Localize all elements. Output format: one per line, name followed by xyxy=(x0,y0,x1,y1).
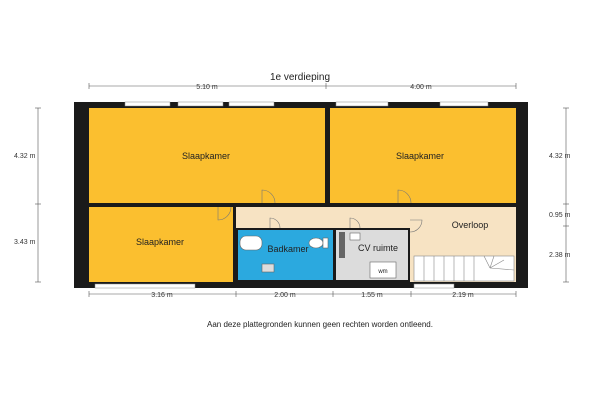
toilet-icon xyxy=(309,238,323,248)
label-slaapkamer-2: Slaapkamer xyxy=(395,151,445,161)
boiler-icon xyxy=(339,232,345,258)
left-dimension-line xyxy=(35,108,41,282)
label-slaapkamer-1: Slaapkamer xyxy=(181,151,231,161)
dim-left-lower: 3.43 m xyxy=(14,239,36,246)
label-badkamer: Badkamer xyxy=(267,244,309,254)
label-cv-ruimte: CV ruimte xyxy=(357,243,399,253)
label-overloop: Overloop xyxy=(451,220,489,230)
utility-sink-icon xyxy=(350,233,360,240)
dim-right-upper: 4.32 m xyxy=(549,153,571,160)
sink-icon xyxy=(240,236,262,250)
disclaimer: Aan deze plattegronden kunnen geen rechten worden ontleend. xyxy=(207,320,433,329)
dim-right-lower: 2.38 m xyxy=(549,252,571,259)
dim-right-middle: 0.95 m xyxy=(549,212,571,219)
shower-drain-icon xyxy=(262,264,274,272)
label-wm: wm xyxy=(378,269,388,275)
dim-bottom-4: 2.19 m xyxy=(452,292,474,299)
dim-top-right: 4.00 m xyxy=(410,84,432,91)
stairs xyxy=(414,256,514,281)
dim-bottom-2: 2.00 m xyxy=(274,292,296,299)
top-dimension-line xyxy=(89,83,516,89)
dim-top-left: 5.10 m xyxy=(196,84,218,91)
dim-left-upper: 4.32 m xyxy=(14,153,36,160)
floor-title: 1e verdieping xyxy=(269,72,331,83)
label-slaapkamer-3: Slaapkamer xyxy=(135,237,185,247)
dim-bottom-1: 3.16 m xyxy=(151,292,173,299)
dim-bottom-3: 1.55 m xyxy=(361,292,383,299)
